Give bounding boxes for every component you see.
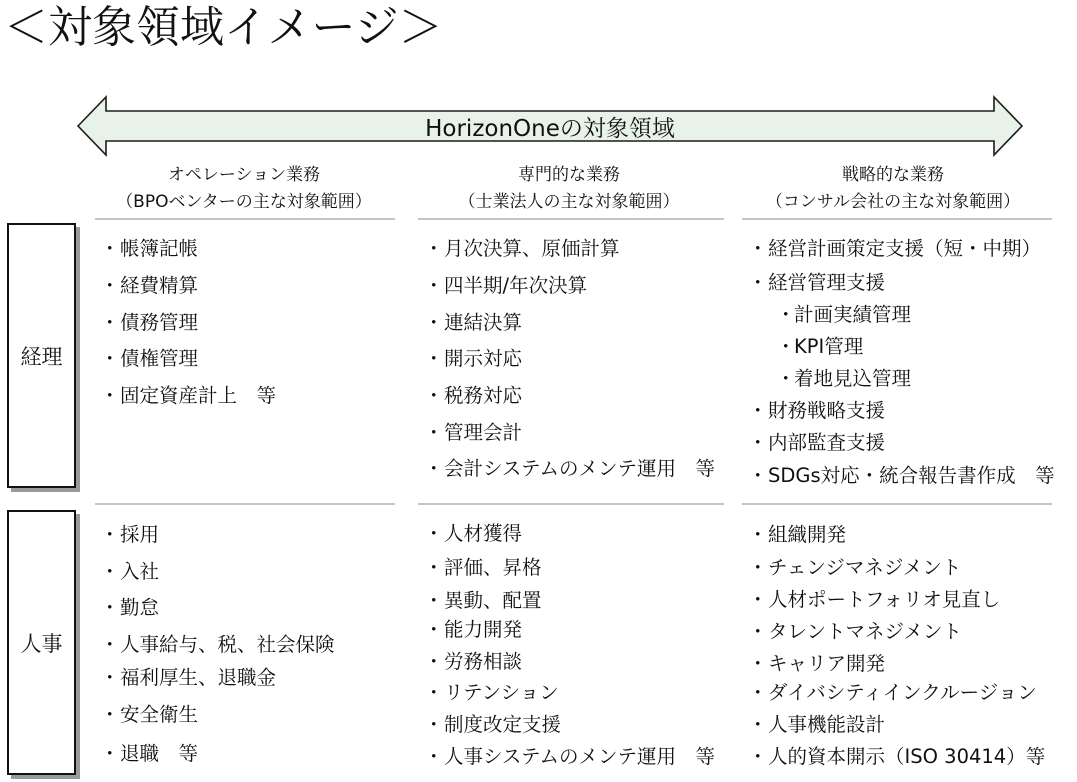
bullet-mark: ・ (424, 347, 444, 370)
list-item (100, 273, 198, 299)
bullet-mark: ・ (748, 681, 768, 704)
list-item-text: 評価、昇格 (444, 556, 542, 579)
bullet-mark: ・ (100, 560, 120, 583)
row-label-hr (7, 510, 76, 775)
list-item (424, 273, 587, 299)
page-title: ＜対象領域イメージ＞ (4, 2, 443, 53)
list-item (424, 420, 522, 446)
bullet-mark: ・ (100, 523, 120, 546)
list-item (748, 463, 1055, 489)
list-item-text: 開示対応 (444, 347, 523, 370)
list-item (424, 310, 522, 336)
sub-list-item (776, 366, 911, 392)
header-divider (95, 218, 395, 220)
list-item (100, 346, 198, 372)
row-divider (742, 503, 1052, 505)
list-item-text: 月次決算、原価計算 (444, 237, 620, 260)
row-divider (418, 503, 724, 505)
row-label-accounting (7, 223, 76, 488)
bullet-mark: ・ (748, 271, 768, 294)
list-item-text: 人事給与、税、社会保険 (120, 633, 335, 656)
list-item (424, 383, 522, 409)
row-divider (95, 503, 395, 505)
list-item-text: チェンジマネジメント (768, 556, 962, 579)
list-item (748, 619, 962, 645)
bullet-mark: ・ (424, 274, 444, 297)
bullet-mark: ・ (748, 237, 768, 260)
scope-banner-label: HorizonOneの対象領域 (425, 115, 675, 142)
list-item (748, 555, 961, 581)
list-item-text: 内部監査支援 (768, 431, 886, 454)
list-item (100, 702, 198, 728)
list-item-text: 債権管理 (120, 347, 199, 370)
list-item-text: リテンション (444, 681, 559, 704)
list-item-text: 福利厚生、退職金 (120, 666, 277, 689)
list-item (748, 236, 1041, 262)
bullet-mark: ・ (748, 523, 768, 546)
column-header-operations (95, 162, 393, 216)
list-item-text: 入社 (120, 560, 160, 583)
list-item (424, 680, 559, 706)
list-item-text: 税務対応 (444, 384, 523, 407)
bullet-mark: ・ (748, 556, 768, 579)
list-item-text: 人事機能設計 (768, 713, 886, 736)
list-item (748, 680, 1037, 706)
list-item-text: 安全衛生 (120, 703, 199, 726)
bullet-mark: ・ (424, 681, 444, 704)
bullet-mark: ・ (100, 633, 120, 656)
list-item-text: 人材ポートフォリオ見直し (768, 588, 1001, 611)
bullet-mark: ・ (424, 421, 444, 444)
column-header-strategic (744, 162, 1042, 216)
bullet-mark: ・ (100, 666, 120, 689)
list-item (748, 587, 1000, 613)
list-item-text: 計画実績管理 (794, 303, 912, 326)
bullet-mark: ・ (100, 703, 120, 726)
list-item-text: キャリア開発 (768, 652, 886, 675)
list-item (424, 456, 715, 482)
list-item-text: ダイバシティインクルージョン (768, 681, 1037, 704)
bullet-mark: ・ (748, 464, 768, 487)
list-item (424, 744, 715, 770)
column-header-subtitle: （BPOベンターの主な対象範囲） (116, 192, 372, 212)
list-item (748, 430, 885, 456)
list-item-text: 着地見込管理 (794, 367, 912, 390)
list-item (424, 555, 542, 581)
list-item (100, 741, 198, 767)
bullet-mark: ・ (424, 457, 444, 480)
bullet-mark: ・ (424, 311, 444, 334)
bullet-mark: ・ (748, 588, 768, 611)
list-item-text: 制度改定支援 (444, 713, 562, 736)
sub-bullet-mark: ・ (776, 335, 796, 358)
bullet-mark: ・ (424, 237, 444, 260)
sub-bullet-mark: ・ (776, 303, 796, 326)
bullet-mark: ・ (100, 311, 120, 334)
bullet-mark: ・ (424, 745, 444, 768)
list-item (424, 521, 522, 547)
list-item (748, 651, 885, 677)
bullet-mark: ・ (424, 618, 444, 641)
list-item-text: 能力開発 (444, 618, 523, 641)
list-item-text: 連結決算 (444, 311, 523, 334)
list-item (100, 595, 159, 621)
list-item (748, 522, 846, 548)
list-item-text: 経営計画策定支援（短・中期） (768, 237, 1042, 260)
bullet-mark: ・ (424, 556, 444, 579)
list-item-text: 経営管理支援 (768, 271, 886, 294)
row-label-text: 人事 (20, 631, 63, 656)
header-divider (742, 218, 1052, 220)
list-item (100, 383, 276, 409)
row-label-text: 経理 (20, 344, 63, 369)
bullet-mark: ・ (748, 652, 768, 675)
list-item (100, 632, 335, 658)
column-header-title: オペレーション業務 (167, 165, 321, 185)
list-item (748, 398, 885, 424)
list-item-text: 財務戦略支援 (768, 399, 886, 422)
bullet-mark: ・ (100, 596, 120, 619)
column-header-subtitle: （士業法人の主な対象範囲） (458, 192, 680, 212)
list-item-text: 管理会計 (444, 421, 523, 444)
list-item-text: 経費精算 (120, 274, 199, 297)
bullet-mark: ・ (748, 745, 768, 768)
column-header-title: 戦略的な業務 (842, 165, 944, 185)
bullet-mark: ・ (100, 347, 120, 370)
bullet-mark: ・ (424, 589, 444, 612)
bullet-mark: ・ (424, 384, 444, 407)
list-item-text: 人的資本開示（ISO 30414）等 (768, 745, 1046, 768)
bullet-mark: ・ (424, 650, 444, 673)
list-item (100, 665, 276, 691)
list-item (100, 522, 159, 548)
list-item-text: 会計システムのメンテ運用 等 (444, 457, 716, 480)
list-item (748, 744, 1045, 770)
bullet-mark: ・ (424, 522, 444, 545)
column-header-subtitle: （コンサル会社の主な対象範囲） (765, 192, 1021, 212)
list-item-text: 人材獲得 (444, 522, 523, 545)
bullet-mark: ・ (100, 742, 120, 765)
list-item (424, 649, 522, 675)
bullet-mark: ・ (748, 713, 768, 736)
bullet-mark: ・ (748, 620, 768, 643)
list-item (100, 236, 198, 262)
sub-bullet-mark: ・ (776, 367, 796, 390)
bullet-mark: ・ (424, 713, 444, 736)
list-item (424, 588, 542, 614)
list-item-text: 退職 等 (120, 742, 199, 765)
list-item-text: 組織開発 (768, 523, 847, 546)
list-item-text: 債務管理 (120, 311, 199, 334)
list-item-text: タレントマネジメント (768, 620, 962, 643)
list-item (100, 559, 159, 585)
bullet-mark: ・ (748, 399, 768, 422)
list-item (748, 712, 885, 738)
bullet-mark: ・ (100, 274, 120, 297)
column-header-specialist (420, 162, 718, 216)
list-item-text: 帳簿記帳 (120, 237, 199, 260)
list-item-text: 労務相談 (444, 650, 523, 673)
list-item-text: 勤怠 (120, 596, 160, 619)
list-item-text: KPI管理 (794, 335, 864, 358)
list-item (424, 346, 522, 372)
sub-list-item (776, 334, 863, 360)
column-header-title: 専門的な業務 (518, 165, 620, 185)
header-divider (418, 218, 724, 220)
list-item (424, 617, 522, 643)
list-item (100, 310, 198, 336)
list-item-text: 固定資産計上 等 (120, 384, 277, 407)
list-item-text: 四半期/年次決算 (444, 274, 588, 297)
list-item-text: 人事システムのメンテ運用 等 (444, 745, 716, 768)
list-item (748, 270, 885, 296)
bullet-mark: ・ (748, 431, 768, 454)
list-item (424, 712, 561, 738)
bullet-mark: ・ (100, 384, 120, 407)
list-item-text: 異動、配置 (444, 589, 542, 612)
list-item (424, 236, 620, 262)
list-item-text: SDGs対応・統合報告書作成 等 (768, 464, 1055, 487)
list-item-text: 採用 (120, 523, 160, 546)
bullet-mark: ・ (100, 237, 120, 260)
sub-list-item (776, 302, 911, 328)
